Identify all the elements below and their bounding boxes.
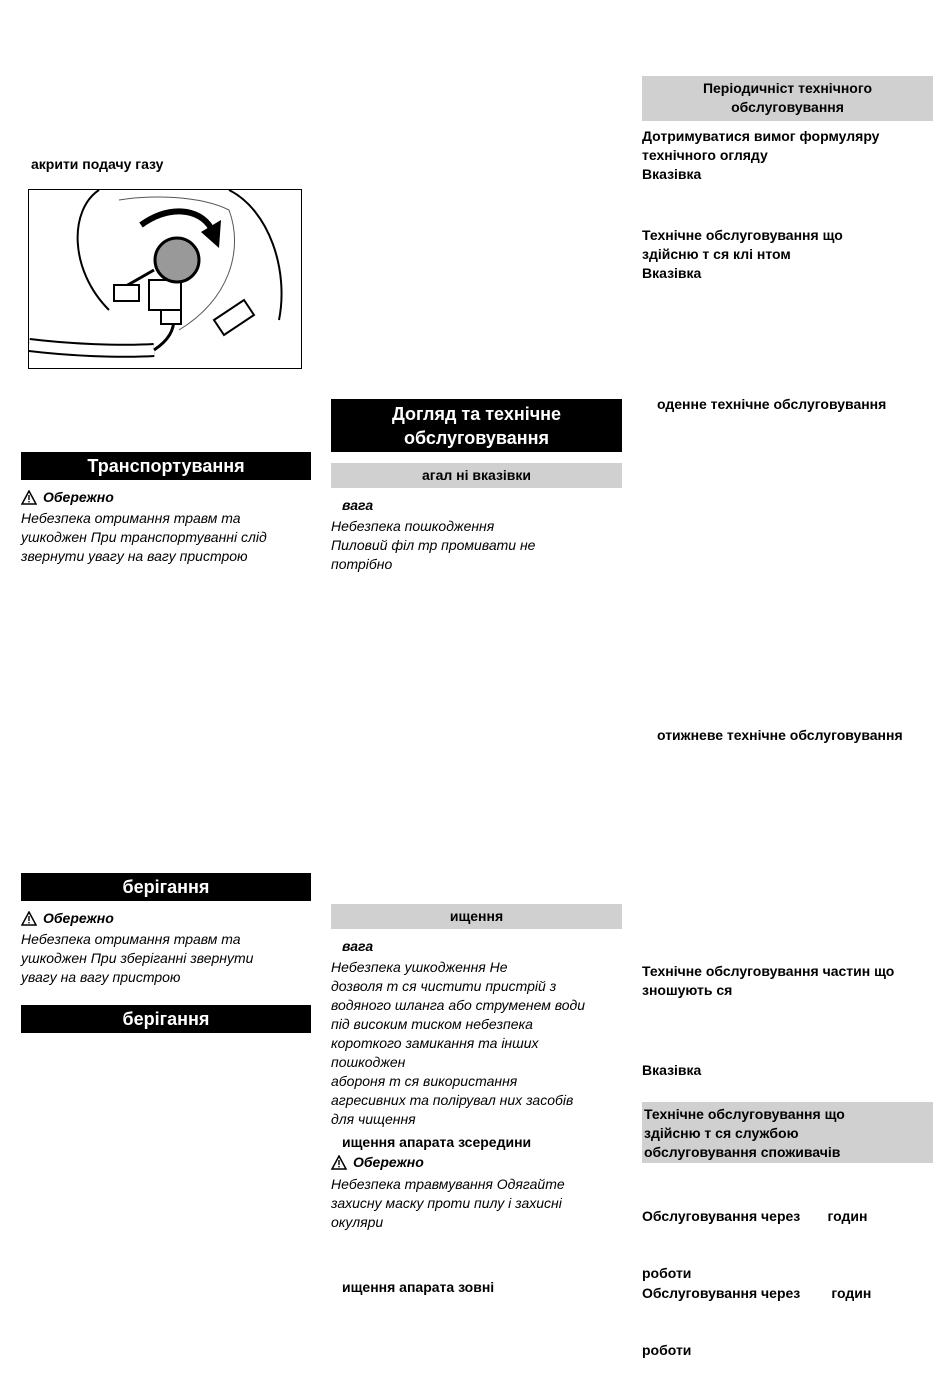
text-line: Обслуговування через годин — [642, 1208, 868, 1224]
text-line: здійсню т ся клі нтом — [642, 246, 791, 262]
close-gas-label: акрити подачу газу — [31, 156, 164, 172]
wear-parts-heading — [642, 962, 942, 1000]
text-line: короткого замикання та інших — [331, 1035, 539, 1051]
text-line: зношують ся — [642, 982, 733, 998]
text-line: абороня т ся використання — [331, 1073, 518, 1089]
text-line: Небезпека травмування Одягайте — [331, 1176, 565, 1192]
cleaning-warning-text — [331, 1175, 622, 1232]
warning-label: Обережно — [353, 1154, 424, 1170]
note-label: Вказівка — [642, 1062, 702, 1078]
text-line: ушкоджен При зберіганні звернути — [21, 950, 254, 966]
text-line: дозволя т ся чистити пристрій з — [331, 978, 557, 994]
heading-line: Технічне обслуговування що — [644, 1106, 845, 1122]
transport-heading: Транспортування — [21, 452, 311, 480]
text-line: водяного шланга або струменем води — [331, 997, 586, 1013]
heading-line: обслуговування — [731, 99, 844, 115]
service-maintenance-heading — [642, 1102, 933, 1163]
transport-warning-header — [21, 489, 114, 505]
warning-triangle-icon — [21, 911, 37, 926]
storage-heading-2: берігання — [21, 1005, 311, 1033]
text-line: роботи — [642, 1342, 692, 1358]
text-line: звернути увагу на вагу пристрою — [21, 548, 248, 564]
text-line: Небезпека отримання травм та — [21, 510, 241, 526]
periodicity-heading — [642, 76, 933, 121]
client-maintenance-heading — [642, 226, 942, 283]
gas-valve-icon — [29, 190, 301, 368]
cleaning-heading: ищення — [331, 904, 622, 929]
storage-warning-text — [21, 930, 311, 987]
storage-warning-header — [21, 910, 114, 926]
text-line: Небезпека ушкодження Не — [331, 959, 508, 975]
text-line: агресивних та полірувал них засобів — [331, 1092, 574, 1108]
text-line: Небезпека отримання травм та — [21, 931, 241, 947]
warning-triangle-icon — [21, 490, 37, 505]
note-label: Вказівка — [642, 166, 702, 182]
text-line: Пиловий філ тр промивати не — [331, 537, 536, 553]
service-interval-2 — [642, 1246, 942, 1379]
cleaning-inside-heading: ищення апарата зсередини — [342, 1134, 532, 1150]
warning-label: Обережно — [43, 910, 114, 926]
attention-label: вага — [342, 497, 374, 513]
follow-requirements-text — [642, 127, 942, 184]
heading-line: обслуговування — [403, 428, 550, 448]
text-line: технічного огляду — [642, 147, 768, 163]
note-label: Вказівка — [642, 265, 702, 281]
attention-label: вага — [342, 938, 374, 954]
heading-line: обслуговування споживачів — [644, 1144, 841, 1160]
gas-valve-illustration — [28, 189, 302, 369]
text-line: увагу на вагу пристрою — [21, 969, 181, 985]
weekly-maintenance-heading: отижневе технічне обслуговування — [657, 727, 903, 743]
text-line: захисну маску проти пилу і захисні — [331, 1195, 562, 1211]
cleaning-text — [331, 958, 622, 1129]
transport-warning-text — [21, 509, 311, 566]
text-line: під високим тиском небезпека — [331, 1016, 533, 1032]
text-line: Дотримуватися вимог формуляру — [642, 128, 880, 144]
text-line: роботи — [642, 1265, 692, 1281]
warning-triangle-icon — [331, 1155, 347, 1170]
storage-heading: берігання — [21, 873, 311, 901]
text-line: пошкоджен — [331, 1054, 406, 1070]
heading-line: Догляд та технічне — [391, 404, 562, 424]
text-line: Технічне обслуговування що — [642, 227, 843, 243]
text-line: Технічне обслуговування частин що — [642, 963, 895, 979]
maintenance-heading — [331, 399, 622, 452]
cleaning-warning-header — [331, 1154, 424, 1170]
text-line: Небезпека пошкодження — [331, 518, 495, 534]
general-notes-text — [331, 517, 622, 574]
text-line: Обслуговування через годин — [642, 1285, 872, 1301]
cleaning-outside-heading: ищення апарата зовні — [342, 1279, 495, 1295]
text-line: для чищення — [331, 1111, 416, 1127]
general-notes-heading: агал ні вказівки — [331, 463, 622, 488]
heading-line: Періодичніст технічного — [702, 80, 873, 96]
heading-line: здійсню т ся службою — [644, 1125, 799, 1141]
warning-label: Обережно — [43, 489, 114, 505]
text-line: потрібно — [331, 556, 393, 572]
text-line: ушкоджен При транспортуванні слід — [21, 529, 267, 545]
daily-maintenance-heading: оденне технічне обслуговування — [657, 396, 887, 412]
text-line: окуляри — [331, 1214, 384, 1230]
